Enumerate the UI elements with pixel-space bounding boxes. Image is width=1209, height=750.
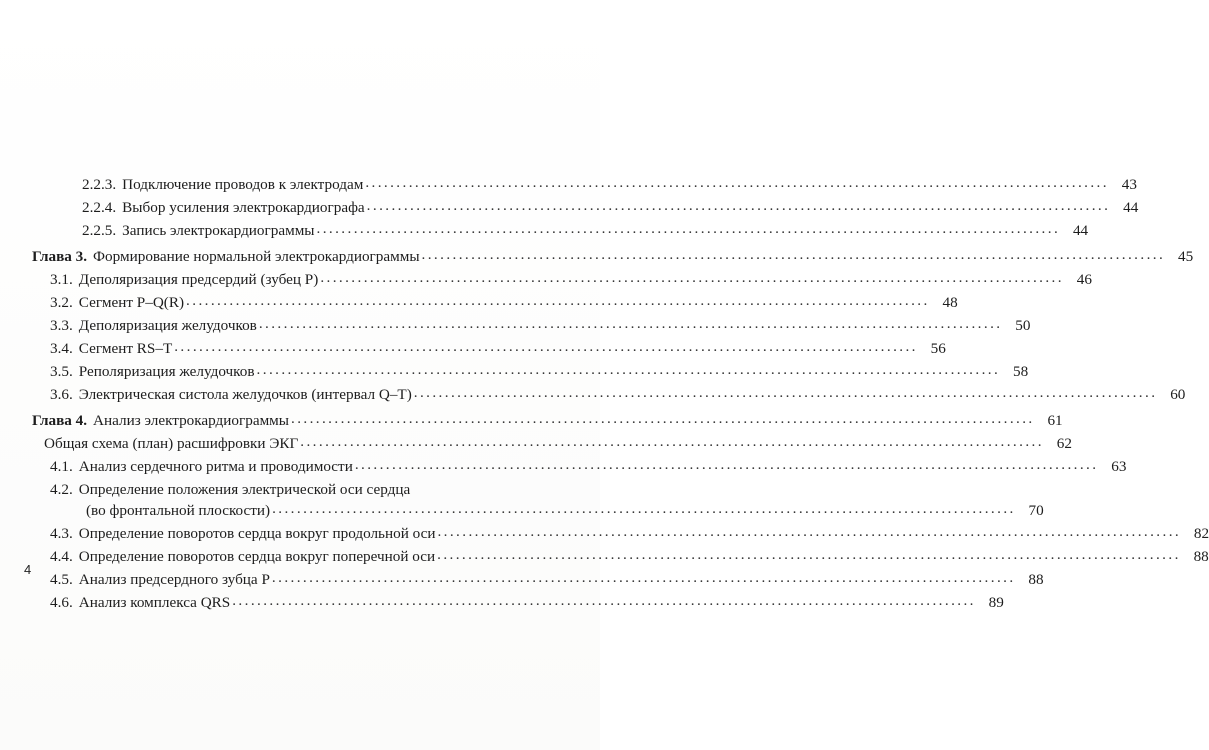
toc-leader-dots: ........................................................................................................................ <box>421 246 1166 263</box>
toc-entry-title: Электрическая систола желудочков (интервал Q–T) <box>78 386 412 403</box>
toc-leader-dots: ........................................................................................................................ <box>271 569 1016 586</box>
toc-entry-page: 58 <box>1012 363 1029 380</box>
toc-entry-page: 46 <box>1076 271 1092 288</box>
toc-chapter-title: Формирование нормальной электрокардиограммы <box>93 248 420 265</box>
toc-entry-title: Реполяризация желудочков <box>78 363 255 380</box>
toc-entry-title: Определение поворотов сердца вокруг продольной оси <box>78 525 436 542</box>
toc-entry-page: 45 <box>1177 248 1194 265</box>
toc-chapter <box>32 410 1063 432</box>
toc-entry <box>44 433 1072 455</box>
toc-entry-number: 4.5. <box>50 571 73 588</box>
toc-entry-title: Анализ предсердного зубца P <box>78 571 270 588</box>
toc-leader-dots: ........................................................................................................................ <box>291 410 1035 427</box>
toc-entry-number: 3.1. <box>50 271 73 288</box>
toc-entry <box>50 269 1092 291</box>
toc-entry-title: Сегмент P–Q(R) <box>78 294 185 311</box>
toc-entry-page: 63 <box>1111 458 1127 475</box>
toc-entry-page: 82 <box>1193 525 1209 542</box>
toc-entry-page: 50 <box>1015 317 1031 334</box>
toc-leader-dots: ........................................................................................................................ <box>437 523 1182 540</box>
toc-entry <box>50 569 1044 591</box>
toc-entry <box>82 197 1139 219</box>
toc-entry-number: 2.2.4. <box>82 199 117 216</box>
toc-chapter <box>32 246 1194 268</box>
toc-entry-page: 56 <box>930 340 946 357</box>
toc-entry <box>50 384 1186 406</box>
toc-chapter-title: Анализ электрокардиограммы <box>93 412 289 429</box>
toc-entry-title: Общая схема (план) расшифровки ЭКГ <box>44 435 299 452</box>
toc-entry <box>50 338 946 360</box>
toc-entry <box>82 220 1089 242</box>
toc-leader-dots: ........................................................................................................................ <box>258 315 1003 332</box>
toc-leader-dots: ........................................................................................................................ <box>354 456 1099 473</box>
toc-entry-number: 4.3. <box>50 525 73 542</box>
toc-entry-page: 43 <box>1121 176 1137 193</box>
toc-leader-dots: ........................................................................................................................ <box>437 546 1181 563</box>
toc-entry-number: 4.4. <box>50 548 73 565</box>
toc-entry-number: 3.3. <box>50 317 73 334</box>
toc-entry-page: 44 <box>1123 199 1139 216</box>
toc-chapter-number: Глава 4. <box>32 412 88 429</box>
toc-entry-number: 2.2.5. <box>82 222 117 239</box>
toc-entry-title: Определение положения электрической оси сердца <box>78 481 411 498</box>
toc-leader-dots: ........................................................................................................................ <box>316 220 1061 237</box>
toc-entry-title: Выбор усиления электрокардиографа <box>122 199 365 216</box>
toc-entry-number: 3.6. <box>50 386 73 403</box>
toc-leader-dots: ........................................................................................................................ <box>366 197 1111 214</box>
toc-entry-title: (во фронтальной плоскости) <box>86 502 271 519</box>
toc-entry-page: 62 <box>1056 435 1072 452</box>
toc-entry <box>50 315 1031 337</box>
toc-entry <box>50 546 1209 568</box>
toc-entry <box>50 292 958 314</box>
toc-entry <box>82 174 1137 196</box>
toc-entry-number: 4.6. <box>50 594 73 611</box>
toc-entry-continuation <box>86 500 1044 522</box>
page-number: 4 <box>24 562 32 577</box>
toc-entry-page: 61 <box>1047 412 1063 429</box>
toc-entry-title: Подключение проводов к электродам <box>122 176 364 193</box>
toc-leader-dots: ........................................................................................................................ <box>232 592 976 609</box>
toc-entry-title: Анализ сердечного ритма и проводимости <box>78 458 353 475</box>
toc-entry-page: 44 <box>1072 222 1089 239</box>
toc-entry-number: 3.5. <box>50 363 73 380</box>
toc-entry-number: 4.2. <box>50 481 73 498</box>
toc-entry-number: 3.4. <box>50 340 73 357</box>
toc-entry <box>50 456 1127 478</box>
toc-entry-page: 60 <box>1170 386 1186 403</box>
toc-entry-page: 88 <box>1028 571 1044 588</box>
toc-leader-dots: ........................................................................................................................ <box>186 292 930 309</box>
toc-entry-page: 89 <box>988 594 1004 611</box>
toc-leader-dots: ........................................................................................................................ <box>300 433 1044 450</box>
toc-leader-dots: ........................................................................................................................ <box>174 338 918 355</box>
toc-entry-title: Анализ комплекса QRS <box>78 594 231 611</box>
toc-leader-dots: ........................................................................................................................ <box>256 361 1001 378</box>
toc-entry-title: Запись электрокардиограммы <box>122 222 315 239</box>
toc-entry-page: 88 <box>1193 548 1209 565</box>
toc-entry-number: 3.2. <box>50 294 73 311</box>
toc-leader-dots: ........................................................................................................................ <box>365 174 1109 191</box>
toc-entry-title: Деполяризация желудочков <box>78 317 257 334</box>
toc-entry-number: 4.1. <box>50 458 73 475</box>
toc-entry-page: 70 <box>1028 502 1044 519</box>
toc-entry <box>50 361 1029 383</box>
toc-leader-dots: ........................................................................................................................ <box>413 384 1158 401</box>
toc-entry-title: Определение поворотов сердца вокруг поперечной оси <box>78 548 436 565</box>
toc-entry <box>50 523 1209 545</box>
toc-entry-title: Сегмент RS–T <box>78 340 173 357</box>
toc-chapter-number: Глава 3. <box>32 248 88 265</box>
toc-entry-number: 2.2.3. <box>82 176 117 193</box>
toc-leader-dots: ........................................................................................................................ <box>272 500 1016 517</box>
toc-entry <box>50 592 1004 614</box>
toc-entry-page: 48 <box>942 294 958 311</box>
toc-leader-dots: ........................................................................................................................ <box>320 269 1064 286</box>
toc-entry-title: Деполяризация предсердий (зубец P) <box>78 271 319 288</box>
